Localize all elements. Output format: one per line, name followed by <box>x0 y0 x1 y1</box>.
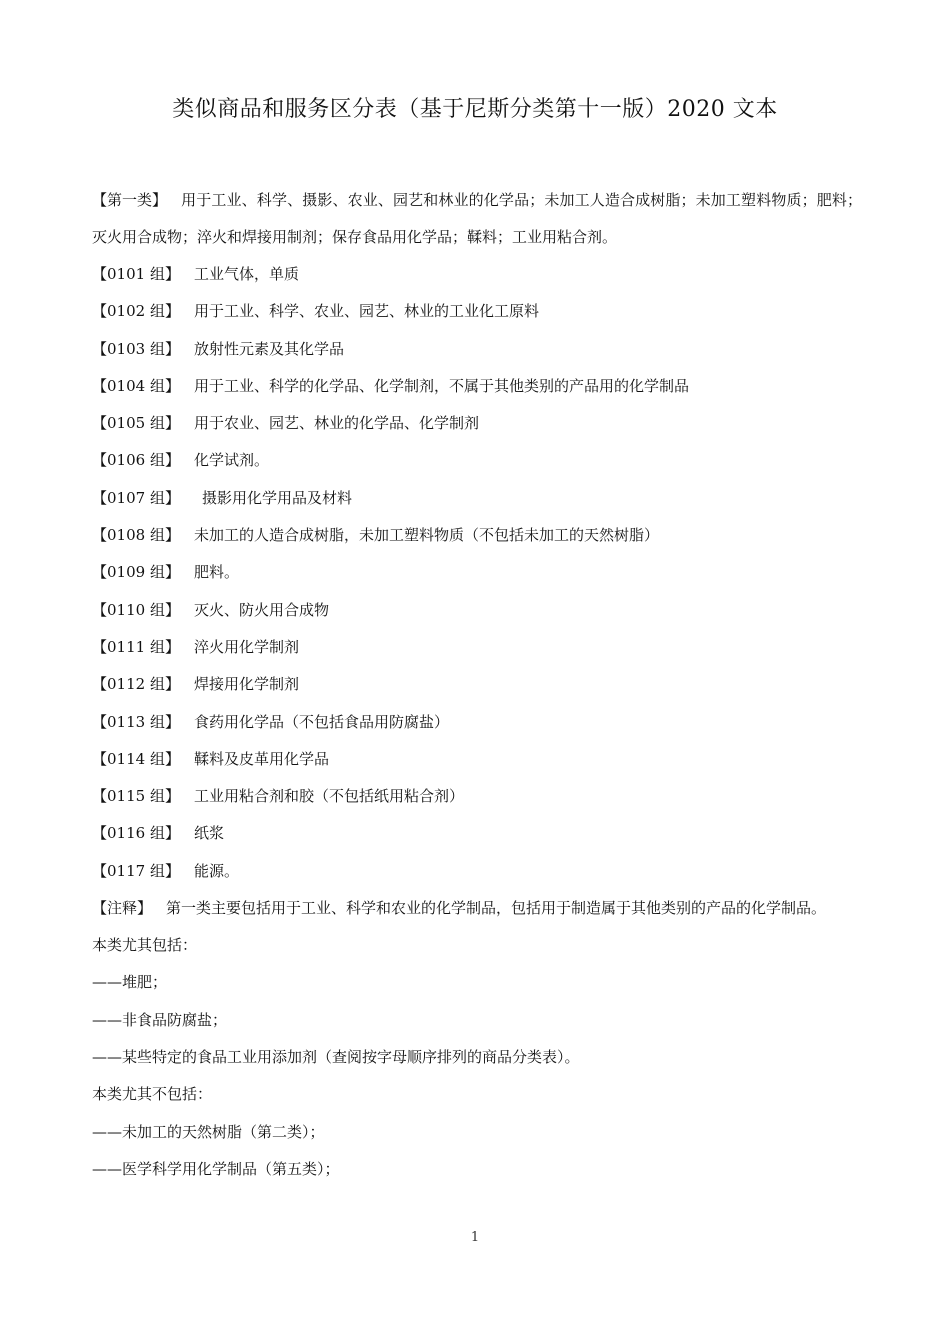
group-text: 未加工的人造合成树脂，未加工塑料物质（不包括未加工的天然树脂） <box>193 526 659 545</box>
includes-item: ——堆肥； <box>92 973 168 992</box>
group-row <box>92 331 862 368</box>
excludes-heading: 本类尤其不包括： <box>92 1085 213 1104</box>
group-text: 焊接用化学制剂 <box>193 675 299 694</box>
group-row <box>92 629 862 666</box>
excludes-item: ——未加工的天然树脂（第二类）； <box>92 1122 325 1141</box>
group-tag: 【0107 组】 <box>92 488 180 507</box>
group-row <box>92 741 862 778</box>
class-heading-tag: 【第一类】 <box>92 191 168 209</box>
group-row <box>92 666 862 703</box>
group-row <box>92 293 862 330</box>
group-tag: 【0111 组】 <box>92 637 180 656</box>
class-heading-text: 用于工业、科学、摄影、农业、园艺和林业的化学品；未加工人造合成树脂；未加工塑料物质；肥料；灭火用合成物；淬火和焊接用制剂；保存食品用化学品；鞣料；工业用粘合剂。 <box>92 191 862 246</box>
group-row <box>92 554 862 591</box>
group-tag: 【0103 组】 <box>92 339 180 358</box>
group-tag: 【0112 组】 <box>92 675 180 694</box>
group-row <box>92 442 862 479</box>
group-tag: 【0102 组】 <box>92 302 180 321</box>
group-tag: 【0113 组】 <box>92 712 180 731</box>
group-text: 食药用化学品（不包括食品用防腐盐） <box>193 712 449 731</box>
group-tag: 【0108 组】 <box>92 526 180 545</box>
document-body <box>92 182 862 1188</box>
group-tag: 【0114 组】 <box>92 749 180 768</box>
group-row <box>92 480 862 517</box>
group-row <box>92 853 862 890</box>
group-text: 肥料。 <box>193 563 239 582</box>
class-heading-paragraph <box>92 182 862 256</box>
group-tag: 【0110 组】 <box>92 600 180 619</box>
group-tag: 【0101 组】 <box>92 265 180 283</box>
group-tag: 【0109 组】 <box>92 563 180 582</box>
includes-item: ——非食品防腐盐； <box>92 1010 228 1029</box>
page-title: 类似商品和服务区分表（基于尼斯分类第十一版）2020 文本 <box>172 97 778 122</box>
group-tag: 【0106 组】 <box>92 451 180 470</box>
group-text: 淬火用化学制剂 <box>193 637 299 656</box>
includes-heading: 本类尤其包括： <box>92 936 198 955</box>
group-text: 灭火、防火用合成物 <box>193 600 329 619</box>
group-text: 工业用粘合剂和胶（不包括纸用粘合剂） <box>193 787 464 806</box>
note-tag: 【注释】 <box>92 899 153 918</box>
group-tag: 【0116 组】 <box>92 824 180 843</box>
group-tag: 【0104 组】 <box>92 376 180 395</box>
group-list <box>92 256 862 890</box>
excludes-item: ——医学科学用化学制品（第五类）； <box>92 1159 340 1178</box>
group-text: 用于农业、园艺、林业的化学品、化学制剂 <box>193 414 479 433</box>
group-text: 用于工业、科学、农业、园艺、林业的工业化工原料 <box>193 302 539 321</box>
group-row <box>92 368 862 405</box>
group-row <box>92 815 862 852</box>
group-row <box>92 517 862 554</box>
group-row <box>92 704 862 741</box>
page-number: 1 <box>470 1230 480 1245</box>
group-text: 化学试剂。 <box>193 451 269 470</box>
group-row <box>92 256 862 293</box>
includes-item: ——某些特定的食品工业用添加剂（查阅按字母顺序排列的商品分类表）。 <box>92 1047 580 1066</box>
note-paragraph <box>92 890 862 927</box>
group-text: 摄影用化学用品及材料 <box>201 488 352 507</box>
group-row <box>92 778 862 815</box>
group-row <box>92 405 862 442</box>
group-row <box>92 592 862 629</box>
group-text: 工业气体，单质 <box>193 265 299 283</box>
group-text: 能源。 <box>193 861 239 880</box>
group-text: 用于工业、科学的化学品、化学制剂，不属于其他类别的产品用的化学制品 <box>193 376 689 395</box>
note-text: 第一类主要包括用于工业、科学和农业的化学制品，包括用于制造属于其他类别的产品的化学制品。 <box>166 899 827 918</box>
group-text: 鞣料及皮革用化学品 <box>193 749 329 768</box>
group-tag: 【0105 组】 <box>92 414 180 433</box>
excludes-list <box>92 1114 862 1189</box>
includes-list <box>92 964 862 1076</box>
group-text: 放射性元素及其化学品 <box>193 339 344 358</box>
group-tag: 【0117 组】 <box>92 861 180 880</box>
group-tag: 【0115 组】 <box>92 787 180 806</box>
group-text: 纸浆 <box>193 824 224 843</box>
